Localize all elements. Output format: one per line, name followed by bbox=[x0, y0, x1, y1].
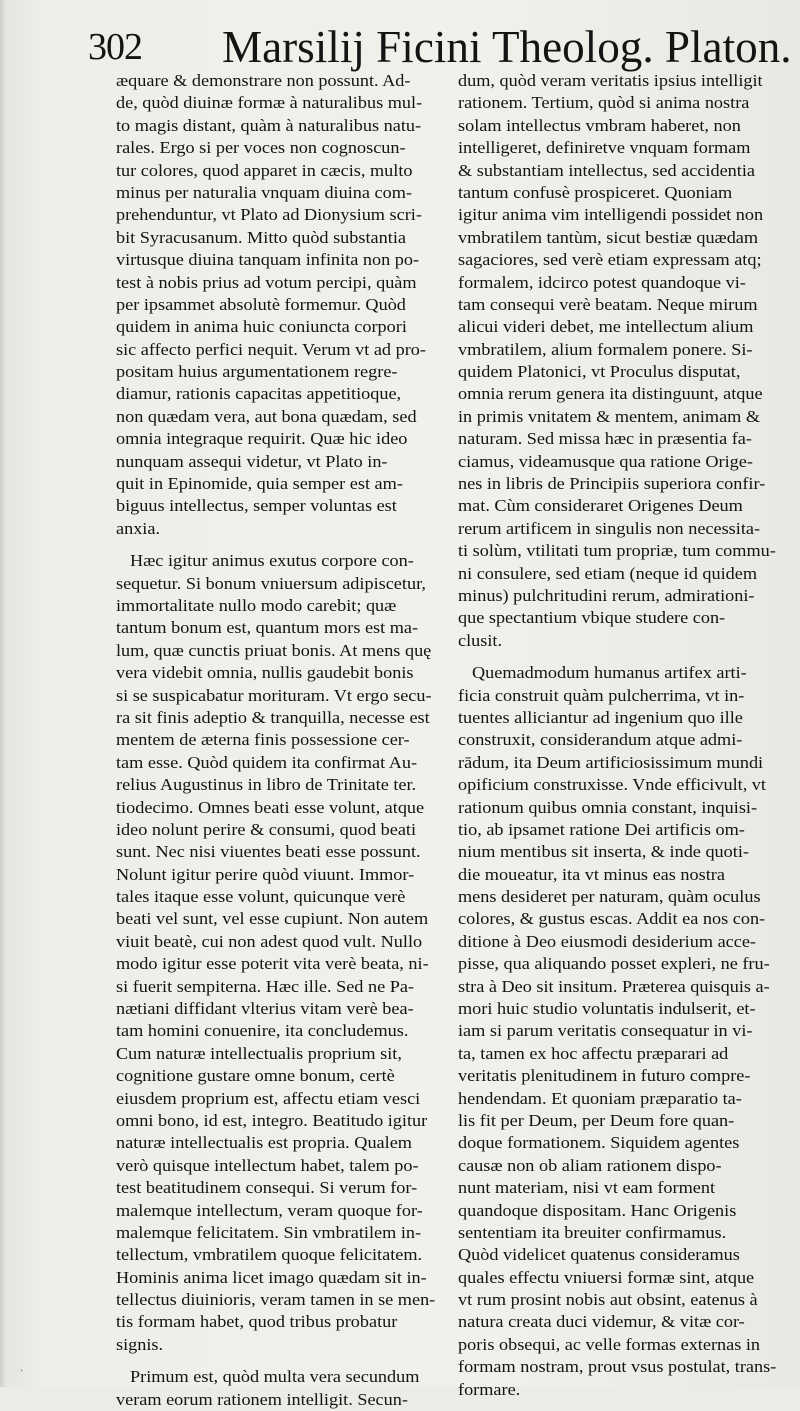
text-line: doque formationem. Siquidem agentes bbox=[458, 1133, 740, 1153]
text-line: veritatis plenitudinem in futuro compre- bbox=[458, 1066, 751, 1086]
text-line: minus per naturalia vnquam diuina com- bbox=[116, 182, 412, 202]
text-line: construxit, considerandum atque admi- bbox=[458, 730, 743, 750]
text-line: tam esse. Quòd quidem ita confirmat Au- bbox=[116, 752, 418, 772]
text-line: vmbratilem tantùm, sicut bestiæ quædam bbox=[458, 227, 759, 247]
page-number: 302 bbox=[88, 26, 142, 68]
paragraph-gap bbox=[458, 652, 790, 662]
text-line: omni bono, id est, integro. Beatitudo igitur bbox=[116, 1110, 428, 1130]
text-line: hendendam. Et quoniam præparatio ta- bbox=[458, 1088, 742, 1108]
text-line: formam nostram, prout vsus postulat, trans- bbox=[458, 1357, 777, 1377]
text-line: naturam. Sed missa hæc in præsentia fa- bbox=[458, 429, 752, 449]
text-line: rales. Ergo si per voces non cognoscun- bbox=[116, 138, 406, 158]
text-line: rationem. Tertium, quòd si anima nostra bbox=[458, 93, 750, 113]
text-line: ti solùm, vtilitati tum propriæ, tum commu- bbox=[458, 541, 776, 561]
text-line: tis formam habet, quod tribus probatur bbox=[116, 1312, 398, 1332]
text-line: colores, & gustus escas. Addit ea nos con- bbox=[458, 909, 766, 929]
text-line: nunquam assequi videtur, vt Plato in- bbox=[116, 451, 388, 471]
text-line: modo igitur esse poterit vita verè beata, ni- bbox=[116, 954, 429, 974]
text-line: ciamus, videamusque qua ratione Orige- bbox=[458, 451, 753, 471]
text-line: que spectantium vbique studere con- bbox=[458, 608, 726, 628]
text-line: non quædam vera, aut bona quædam, sed bbox=[116, 406, 417, 426]
text-line: ni consulere, sed etiam (neque id quidem bbox=[458, 563, 758, 583]
running-title: Marsilij Ficini Theolog. Platon. bbox=[222, 21, 792, 72]
paragraph bbox=[116, 70, 440, 540]
text-line: mori huic studio voluntatis indulserit, et- bbox=[458, 999, 756, 1019]
text-line: mat. Cùm consideraret Origenes Deum bbox=[458, 496, 743, 516]
text-line: solam intellectus vmbram haberet, non bbox=[458, 115, 741, 135]
text-line: tantum bonum est, quantum mors est ma- bbox=[116, 618, 419, 638]
text-line: mens desideret per naturam, quàm oculus bbox=[458, 887, 761, 907]
text-line: quandoque dispositam. Hanc Origenis bbox=[458, 1200, 737, 1220]
text-line: tales itaque esse volunt, quicunque verè bbox=[116, 887, 406, 907]
text-line: Nolunt igitur perire quòd viuunt. Immor- bbox=[116, 864, 415, 884]
text-line: relius Augustinus in libro de Trinitate ter. bbox=[116, 775, 417, 795]
text-line: rerum artificem in singulis non necessita- bbox=[458, 518, 761, 538]
text-line: Primum est, quòd multa vera secundum bbox=[130, 1367, 420, 1387]
text-line: natura creata duci videmur, & vitæ cor- bbox=[458, 1312, 745, 1332]
text-line: pisse, qua aliquando posset expleri, ne fru- bbox=[458, 954, 770, 974]
text-line: lum, quæ cunctis priuat bonis. At mens quę bbox=[116, 640, 432, 660]
text-line: tellectus diuinioris, veram tamen in se men- bbox=[116, 1290, 436, 1310]
text-line: Hæc igitur animus exutus corpore con- bbox=[130, 551, 414, 571]
text-line: tantum confusè prospiceret. Quoniam bbox=[458, 182, 733, 202]
text-line: æquare & demonstrare non possunt. Ad- bbox=[116, 71, 411, 90]
text-line: quidem Platonici, vt Proculus disputat, bbox=[458, 362, 741, 382]
text-line: signis. bbox=[116, 1334, 164, 1354]
text-line: ideo nolunt perire & consumi, quod beati bbox=[116, 819, 417, 839]
text-line: sequetur. Si bonum vniuersum adipiscetur, bbox=[116, 573, 426, 593]
text-line: si fuerit sempiterna. Hæc ille. Sed ne Pa- bbox=[116, 976, 415, 996]
text-line: quales effectu vniuersi formæ sint, atque bbox=[458, 1267, 755, 1287]
text-line: tur colores, quod apparet in cæcis, multo bbox=[116, 160, 413, 180]
text-line: ta, tamen ex hoc affectu præparari ad bbox=[458, 1043, 729, 1063]
text-line: ra sit finis adeptio & tranquilla, necesse est bbox=[116, 707, 430, 727]
text-line: quit in Epinomide, quia semper est am- bbox=[116, 474, 403, 494]
text-line: causæ non ob aliam rationem dispo- bbox=[458, 1155, 722, 1175]
text-line: tam consequi verè beatam. Neque mirum bbox=[458, 294, 758, 314]
text-line: Hominis anima licet imago quædam sit in- bbox=[116, 1267, 427, 1287]
text-line: vmbratilem, alium formalem ponere. Si- bbox=[458, 339, 753, 359]
text-line: Cum naturæ intellectualis proprium sit, bbox=[116, 1043, 402, 1063]
text-line: quidem in anima huic coniuncta corpori bbox=[116, 317, 407, 337]
text-line: lis fit per Deum, per Deum fore quan- bbox=[458, 1110, 735, 1130]
text-line: nium mentibus sit inserta, & inde quoti- bbox=[458, 842, 749, 862]
text-line: veram eorum rationem intelligit. Secun- bbox=[116, 1389, 408, 1409]
text-line: Quemadmodum humanus artifex arti- bbox=[472, 663, 747, 683]
text-line: igitur anima vim intelligendi possidet non bbox=[458, 205, 764, 225]
text-line: minus) pulchritudini rerum, admirationi- bbox=[458, 585, 755, 605]
text-line: malemque felicitatem. Sin vmbratilem in- bbox=[116, 1222, 422, 1242]
paragraph bbox=[116, 550, 440, 1356]
text-line: sagaciores, sed verè etiam expressam atq; bbox=[458, 250, 762, 270]
paragraph bbox=[116, 1366, 440, 1411]
text-line: sententiam ita breuiter confirmamus. bbox=[458, 1222, 727, 1242]
text-line: tuentes alliciantur ad ingenium quo ille bbox=[458, 707, 743, 727]
text-line: & substantiam intellectus, sed accidentia bbox=[458, 160, 755, 180]
text-line: verò quisque intellectum habet, talem po- bbox=[116, 1155, 419, 1175]
text-line: ditione à Deo eiusmodi desiderium acce- bbox=[458, 931, 756, 951]
text-line: sunt. Nec nisi viuentes beati esse possunt. bbox=[116, 842, 421, 862]
text-line: rādum, ita Deum artificiosissimum mundi bbox=[458, 752, 764, 772]
text-line: malemque intellectum, veram quoque for- bbox=[116, 1200, 423, 1220]
text-line: naturæ intellectualis est propria. Qualem bbox=[116, 1133, 412, 1153]
right-column bbox=[458, 70, 790, 1401]
text-line: rationum quibus omnia constant, inquisi- bbox=[458, 797, 758, 817]
text-line: positam huius argumentationem regre- bbox=[116, 362, 398, 382]
text-line: in primis vnitatem & mentem, animam & bbox=[458, 406, 761, 426]
text-line: vt rum prosint nobis aut obsint, eatenus à bbox=[458, 1290, 758, 1310]
text-line: anxia. bbox=[116, 518, 161, 538]
text-line: omnia integraque requirit. Quæ hic ideo bbox=[116, 429, 408, 449]
text-line: test à nobis prius ad votum percipi, quàm bbox=[116, 272, 417, 292]
paragraph bbox=[458, 70, 790, 652]
text-line: tam homini conuenire, ita concludemus. bbox=[116, 1021, 409, 1041]
text-line: poris obsequi, ac velle formas externas in bbox=[458, 1334, 761, 1354]
text-line: bit Syracusanum. Mitto quòd substantia bbox=[116, 227, 406, 247]
text-line: mentem de æterna finis possessione cer- bbox=[116, 730, 410, 750]
text-line: viuit beatè, cui non adest quod vult. Nullo bbox=[116, 931, 423, 951]
text-line: vera videbit omnia, nullis gaudebit bonis bbox=[116, 663, 414, 683]
text-line: diamur, rationis capacitas appetitioque, bbox=[116, 384, 402, 404]
printer-mark: · bbox=[20, 1366, 24, 1377]
text-line: virtusque diuina tanquam infinita non po- bbox=[116, 250, 420, 270]
text-line: formare. bbox=[458, 1379, 521, 1399]
text-line: biguus intellectus, semper voluntas est bbox=[116, 496, 397, 516]
text-line: sic affecto perfici nequit. Verum vt ad pro- bbox=[116, 339, 426, 359]
text-line: omnia rerum genera ita distinguunt, atque bbox=[458, 384, 763, 404]
text-line: nunt materiam, nisi vt eam forment bbox=[458, 1178, 716, 1198]
text-line: iam si parum veritatis consequatur in vi- bbox=[458, 1021, 753, 1041]
page-header bbox=[0, 18, 800, 78]
text-line: test beatitudinem consequi. Si verum for- bbox=[116, 1178, 418, 1198]
text-line: opificium construxisse. Vnde efficivult, vt bbox=[458, 775, 766, 795]
text-line: ficia construit quàm pulcherrima, vt in- bbox=[458, 685, 745, 705]
paragraph bbox=[458, 662, 790, 1401]
text-line: eiusdem proprium est, affectu etiam vesci bbox=[116, 1088, 421, 1108]
text-line: intelligeret, definiretve vnquam formam bbox=[458, 138, 751, 158]
text-line: stra à Deo sit insitum. Præterea quisquis a- bbox=[458, 976, 770, 996]
page-gutter-shadow bbox=[0, 0, 6, 1387]
paragraph-gap bbox=[116, 540, 440, 550]
text-line: Quòd videlicet quatenus consideramus bbox=[458, 1245, 740, 1265]
text-line: prehenduntur, vt Plato ad Dionysium scri- bbox=[116, 205, 422, 225]
text-line: clusit. bbox=[458, 630, 503, 650]
text-line: beati vel sunt, vel esse cupiunt. Non autem bbox=[116, 909, 429, 929]
text-line: tellectum, vmbratilem quoque felicitatem. bbox=[116, 1245, 423, 1265]
paragraph-gap bbox=[116, 1356, 440, 1366]
text-line: tio, ab ipsamet ratione Dei artificis om- bbox=[458, 819, 745, 839]
text-line: die moueatur, ita vt minus eas nostra bbox=[458, 864, 725, 884]
text-line: formalem, idcirco potest quandoque vi- bbox=[458, 272, 746, 292]
text-line: tiodecimo. Omnes beati esse volunt, atque bbox=[116, 797, 425, 817]
text-line: immortalitate nullo modo carebit; quæ bbox=[116, 595, 397, 615]
text-line: nætiani diffidant vlterius vitam verè bea- bbox=[116, 999, 414, 1019]
text-line: de, quòd diuinæ formæ à naturalibus mul- bbox=[116, 93, 423, 113]
text-line: dum, quòd veram veritatis ipsius intelligit bbox=[458, 71, 763, 90]
text-line: to magis distant, quàm à naturalibus natu- bbox=[116, 115, 422, 135]
left-column bbox=[116, 70, 440, 1411]
text-line: nes in libris de Principiis superiora confir- bbox=[458, 474, 766, 494]
text-line: si se suspicabatur morituram. Vt ergo secu- bbox=[116, 685, 432, 705]
text-line: cognitione gustare omne bonum, certè bbox=[116, 1066, 395, 1086]
text-line: per ipsammet absolutè formemur. Quòd bbox=[116, 294, 406, 314]
text-line: alicui videri debet, me intellectum alium bbox=[458, 317, 754, 337]
